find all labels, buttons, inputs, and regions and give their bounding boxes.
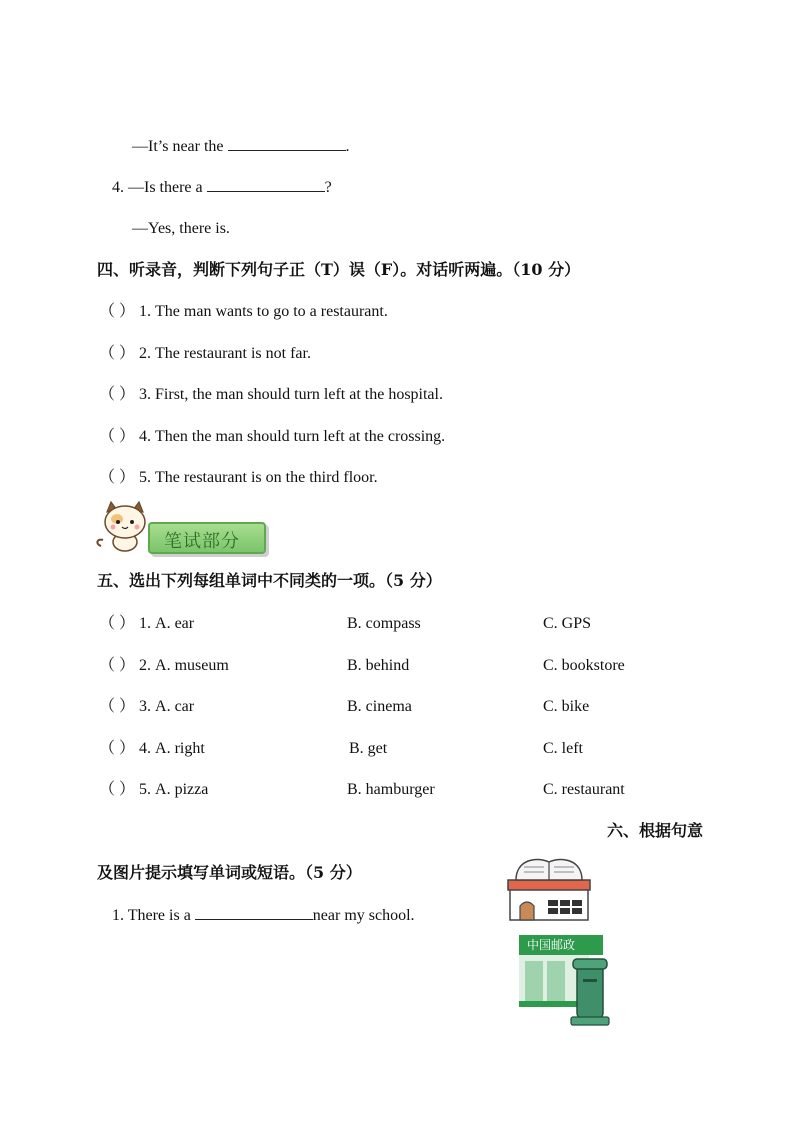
answer-paren[interactable]: （ ）	[99, 615, 136, 632]
option-a: 2. A. museum	[139, 657, 229, 674]
option-a: 5. A. pizza	[139, 781, 209, 798]
option-a: 1. A. ear	[139, 615, 195, 632]
tf-item	[99, 385, 443, 405]
answer-paren[interactable]: （ ）	[99, 303, 136, 320]
option-c: C. GPS	[543, 615, 592, 632]
answer-paren[interactable]: （ ）	[99, 657, 136, 674]
fill-blank[interactable]	[207, 177, 325, 192]
post-office-illustration	[519, 935, 611, 1027]
choice-row	[99, 739, 205, 759]
option-b: B. behind	[347, 657, 410, 674]
tf-item-text: 4. Then the man should turn left at the crossing.	[139, 428, 446, 445]
answer-paren[interactable]: （ ）	[99, 386, 136, 403]
section-6-heading-part2: 及图片提示填写单词或短语。（5 分）	[97, 863, 362, 882]
tf-item	[99, 344, 311, 364]
option-b: B. hamburger	[347, 781, 435, 798]
bookstore-icon	[506, 850, 592, 922]
tf-item-text: 1. The man wants to go to a restaurant.	[139, 303, 388, 320]
section-6-question-1	[112, 905, 415, 926]
answer-paren[interactable]: （ ）	[99, 781, 136, 798]
answer-line-suffix: .	[345, 138, 350, 155]
fill-blank[interactable]	[228, 136, 346, 151]
tf-item-text: 3. First, the man should turn left at the hospital.	[139, 386, 443, 403]
question-4	[112, 177, 332, 198]
answer-paren[interactable]: （ ）	[99, 428, 136, 445]
question-4-text: 4. —Is there a	[112, 179, 203, 196]
option-c: C. restaurant	[543, 781, 625, 798]
choice-row	[99, 614, 194, 634]
written-part-label: 笔试部分	[164, 531, 240, 552]
tf-item-text: 2. The restaurant is not far.	[139, 345, 311, 362]
written-part-badge	[148, 522, 266, 554]
tf-item	[99, 302, 388, 322]
answer-paren[interactable]: （ ）	[99, 698, 136, 715]
option-b: B. get	[349, 740, 388, 757]
tf-item	[99, 468, 378, 488]
choice-row	[99, 656, 229, 676]
option-b: B. compass	[347, 615, 421, 632]
question-1-prefix: 1. There is a	[112, 907, 191, 924]
answer-line-prefix: —It’s near the	[132, 138, 224, 155]
question-1-suffix: near my school.	[312, 907, 415, 924]
option-a: 3. A. car	[139, 698, 195, 715]
question-4-suffix: ?	[324, 179, 332, 196]
answer-line-near	[132, 136, 350, 157]
option-c: C. bike	[543, 698, 590, 715]
answer-paren[interactable]: （ ）	[99, 740, 136, 757]
tf-item	[99, 427, 445, 447]
option-b: B. cinema	[347, 698, 412, 715]
section-4-heading: 四、听录音，判断下列句子正（T）误（F）。对话听两遍。（10 分）	[97, 260, 581, 279]
option-c: C. left	[543, 740, 583, 757]
option-a: 4. A. right	[139, 740, 205, 757]
post-office-sign: 中国邮政	[527, 938, 576, 952]
section-6-heading-part1: 六、根据句意	[607, 821, 704, 840]
question-4-answer: —Yes, there is.	[132, 220, 230, 237]
cat-mascot-icon	[95, 500, 153, 552]
tf-item-text: 5. The restaurant is on the third floor.	[139, 469, 378, 486]
answer-paren[interactable]: （ ）	[99, 345, 136, 362]
choice-row	[99, 697, 194, 717]
choice-row	[99, 780, 208, 800]
option-c: C. bookstore	[543, 657, 625, 674]
section-5-heading: 五、选出下列每组单词中不同类的一项。（5 分）	[97, 571, 442, 590]
fill-blank[interactable]	[195, 905, 313, 920]
answer-paren[interactable]: （ ）	[99, 469, 136, 486]
